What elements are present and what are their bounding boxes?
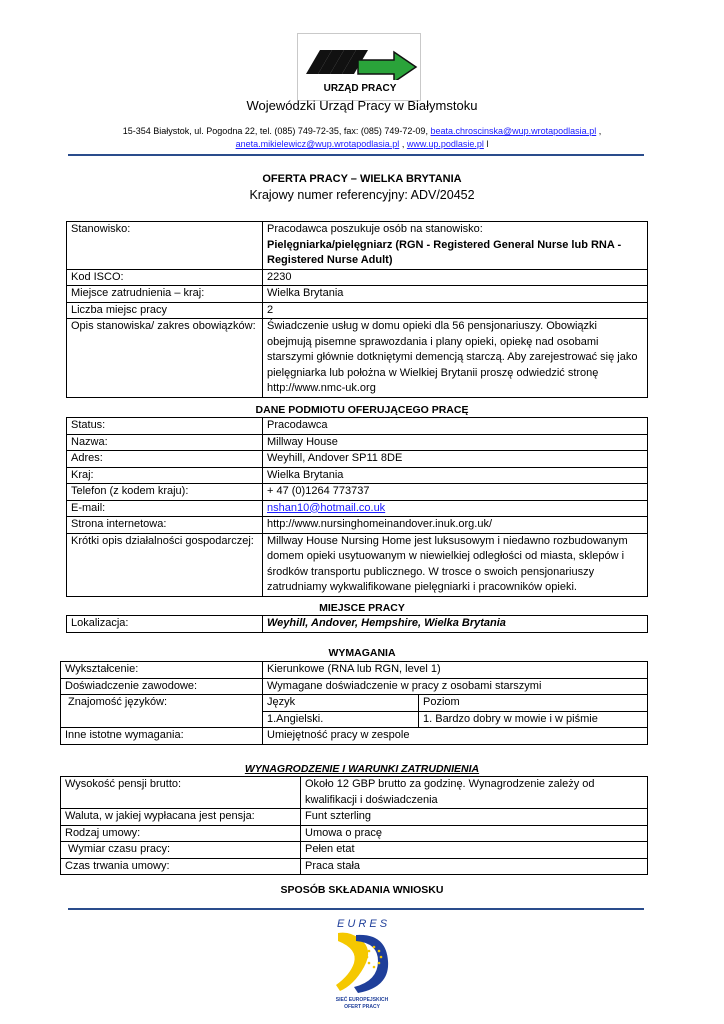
contact-block xyxy=(0,125,724,151)
about-label: Krótki opis działalności gospodarczej: xyxy=(67,533,263,596)
application-heading: SPOSÓB SKŁADANIA WNIOSKU xyxy=(280,884,444,896)
salary-heading: WYNAGRODZENIE I WARUNKI ZATRUDNIENIA xyxy=(244,763,480,775)
address-line: 15-354 Białystok, ul. Pogodna 22, tel. (085) 749-72-35, fax: (085) 749-72-09, xyxy=(122,126,428,136)
duration-value: Praca stała xyxy=(301,858,648,875)
address-value: Weyhill, Andover SP11 8DE xyxy=(263,451,648,468)
eures-caption-2: OFERT PRACY xyxy=(344,1004,380,1010)
table-row xyxy=(61,695,648,712)
table-row xyxy=(67,517,648,534)
table-row xyxy=(61,777,648,809)
table-row xyxy=(67,286,648,303)
contract-value: Umowa o pracę xyxy=(301,825,648,842)
other-value: Umiejętność pracy w zespole xyxy=(263,728,648,745)
location-table xyxy=(66,615,648,633)
isco-label: Kod ISCO: xyxy=(67,269,263,286)
position-intro: Pracodawca poszukuje osób na stanowisko: xyxy=(267,223,483,235)
gross-label: Wysokość pensji brutto: xyxy=(61,777,301,809)
contract-label: Rodzaj umowy: xyxy=(61,825,301,842)
employer-table xyxy=(66,417,648,597)
table-row xyxy=(61,809,648,826)
urzad-pracy-logo xyxy=(297,33,421,101)
lang-value: 1.Angielski. xyxy=(263,711,419,728)
lang-col-header: Język xyxy=(263,695,419,712)
location-heading: MIEJSCE PRACY xyxy=(319,602,405,614)
isco-value: 2230 xyxy=(263,269,648,286)
table-row xyxy=(61,858,648,875)
website-link[interactable]: www.up.podlasie.pl xyxy=(406,139,484,149)
place-label: Miejsce zatrudnienia – kraj: xyxy=(67,286,263,303)
place-value: Wielka Brytania xyxy=(263,286,648,303)
table-row xyxy=(61,678,648,695)
name-label: Nazwa: xyxy=(67,434,263,451)
position-label: Stanowisko: xyxy=(67,222,263,270)
count-value: 2 xyxy=(263,302,648,319)
table-row xyxy=(67,484,648,501)
phone-value: + 47 (0)1264 773737 xyxy=(263,484,648,501)
status-label: Status: xyxy=(67,418,263,435)
eures-text: E U R E S xyxy=(336,918,388,930)
table-row xyxy=(61,662,648,679)
currency-label: Waluta, w jakiej wypłacana jest pensja: xyxy=(61,809,301,826)
location-value: Weyhill, Andover, Hempshire, Wielka Brytania xyxy=(263,616,648,633)
about-value: Millway House Nursing Home jest luksusowym i niedawno rozbudowanym domem opieki usytuowanym w niewielkiej odległości od miasta, sklepów i środków transportu publicznego. W trosce o swoich pensjonariuszy zatrudniamy wykwalifikowane pielęgniarki i pracowników opieki. xyxy=(263,533,648,596)
currency-value: Funt szterling xyxy=(301,809,648,826)
employer-email-link[interactable]: nshan10@hotmail.co.uk xyxy=(267,501,386,514)
email-link-1[interactable]: beata.chroscinska@wup.wrotapodlasia.pl xyxy=(430,126,597,136)
separator: , xyxy=(401,139,405,149)
web-value: http://www.nursinghomeinandover.inuk.org.uk/ xyxy=(263,517,648,534)
footer-rule xyxy=(68,908,644,910)
lang-label: Znajomość języków: xyxy=(61,695,263,728)
exp-value: Wymagane doświadczenie w pracy z osobami starszymi xyxy=(263,678,648,695)
country-label: Kraj: xyxy=(67,467,263,484)
requirements-heading: WYMAGANIA xyxy=(328,647,396,659)
duration-label: Czas trwania umowy: xyxy=(61,858,301,875)
table-row xyxy=(67,418,648,435)
table-row xyxy=(67,500,648,517)
table-row xyxy=(67,222,648,270)
hours-value: Pełen etat xyxy=(301,842,648,859)
desc-label: Opis stanowiska/ zakres obowiązków: xyxy=(67,319,263,398)
eures-logo xyxy=(330,915,394,1010)
count-label: Liczba miejsc pracy xyxy=(67,302,263,319)
desc-value: Świadczenie usług w domu opieki dla 56 pensjonariuszy. Obowiązki obejmują pisemne sprawozdania i plany opieki, opiekę nad osobami starszymi głównie dotkniętymi demencją starczą. Aby zarejestrować się jako pielęgniarka lub położna w Wielkiej Brytanii proszę odwiedzić stronę http://www.nmc-uk.org xyxy=(263,319,648,398)
country-value: Wielka Brytania xyxy=(263,467,648,484)
offer-title: OFERTA PRACY – WIELKA BRYTANIA xyxy=(262,173,462,185)
employer-heading: DANE PODMIOTU OFERUJĄCEGO PRACĘ xyxy=(255,404,469,416)
requirements-table xyxy=(60,661,648,745)
table-row xyxy=(67,302,648,319)
level-col-header: Poziom xyxy=(419,695,648,712)
table-row xyxy=(67,434,648,451)
level-value: 1. Bardzo dobry w mowie i w piśmie xyxy=(419,711,648,728)
table-row xyxy=(67,467,648,484)
hours-label: Wymiar czasu pracy: xyxy=(61,842,301,859)
table-row xyxy=(67,319,648,398)
gross-value: Około 12 GBP brutto za godzinę. Wynagrodzenie zależy od kwalifikacji i doświadczenia xyxy=(301,777,648,809)
edu-label: Wykształcenie: xyxy=(61,662,263,679)
web-label: Strona internetowa: xyxy=(67,517,263,534)
office-title: Wojewódzki Urząd Pracy w Białymstoku xyxy=(246,98,478,113)
table-row xyxy=(61,825,648,842)
job-table xyxy=(66,221,648,398)
logo-text: URZĄD PRACY xyxy=(323,83,397,94)
separator: , xyxy=(598,126,602,136)
salary-table xyxy=(60,776,648,875)
table-row xyxy=(67,269,648,286)
edu-value: Kierunkowe (RNA lub RGN, level 1) xyxy=(263,662,648,679)
reference-number: Krajowy numer referencyjny: ADV/20452 xyxy=(249,188,475,202)
table-row xyxy=(67,616,648,633)
email-label: E-mail: xyxy=(67,500,263,517)
header-rule xyxy=(68,154,644,156)
status-value: Pracodawca xyxy=(263,418,648,435)
email-link-2[interactable]: aneta.mikielewicz@wup.wrotapodlasia.pl xyxy=(235,139,400,149)
phone-label: Telefon (z kodem kraju): xyxy=(67,484,263,501)
table-row xyxy=(61,842,648,859)
eures-caption-1: SIEĆ EUROPEJSKICH xyxy=(335,997,389,1003)
other-label: Inne istotne wymagania: xyxy=(61,728,263,745)
address-label: Adres: xyxy=(67,451,263,468)
trailing-char: l xyxy=(486,139,489,149)
table-row xyxy=(67,533,648,596)
name-value: Millway House xyxy=(263,434,648,451)
table-row xyxy=(67,451,648,468)
exp-label: Doświadczenie zawodowe: xyxy=(61,678,263,695)
location-label: Lokalizacja: xyxy=(67,616,263,633)
position-name: Pielęgniarka/pielęgniarz (RGN - Registered General Nurse lub RNA - Registered Nurse Adult) xyxy=(267,238,622,266)
table-row xyxy=(61,728,648,745)
